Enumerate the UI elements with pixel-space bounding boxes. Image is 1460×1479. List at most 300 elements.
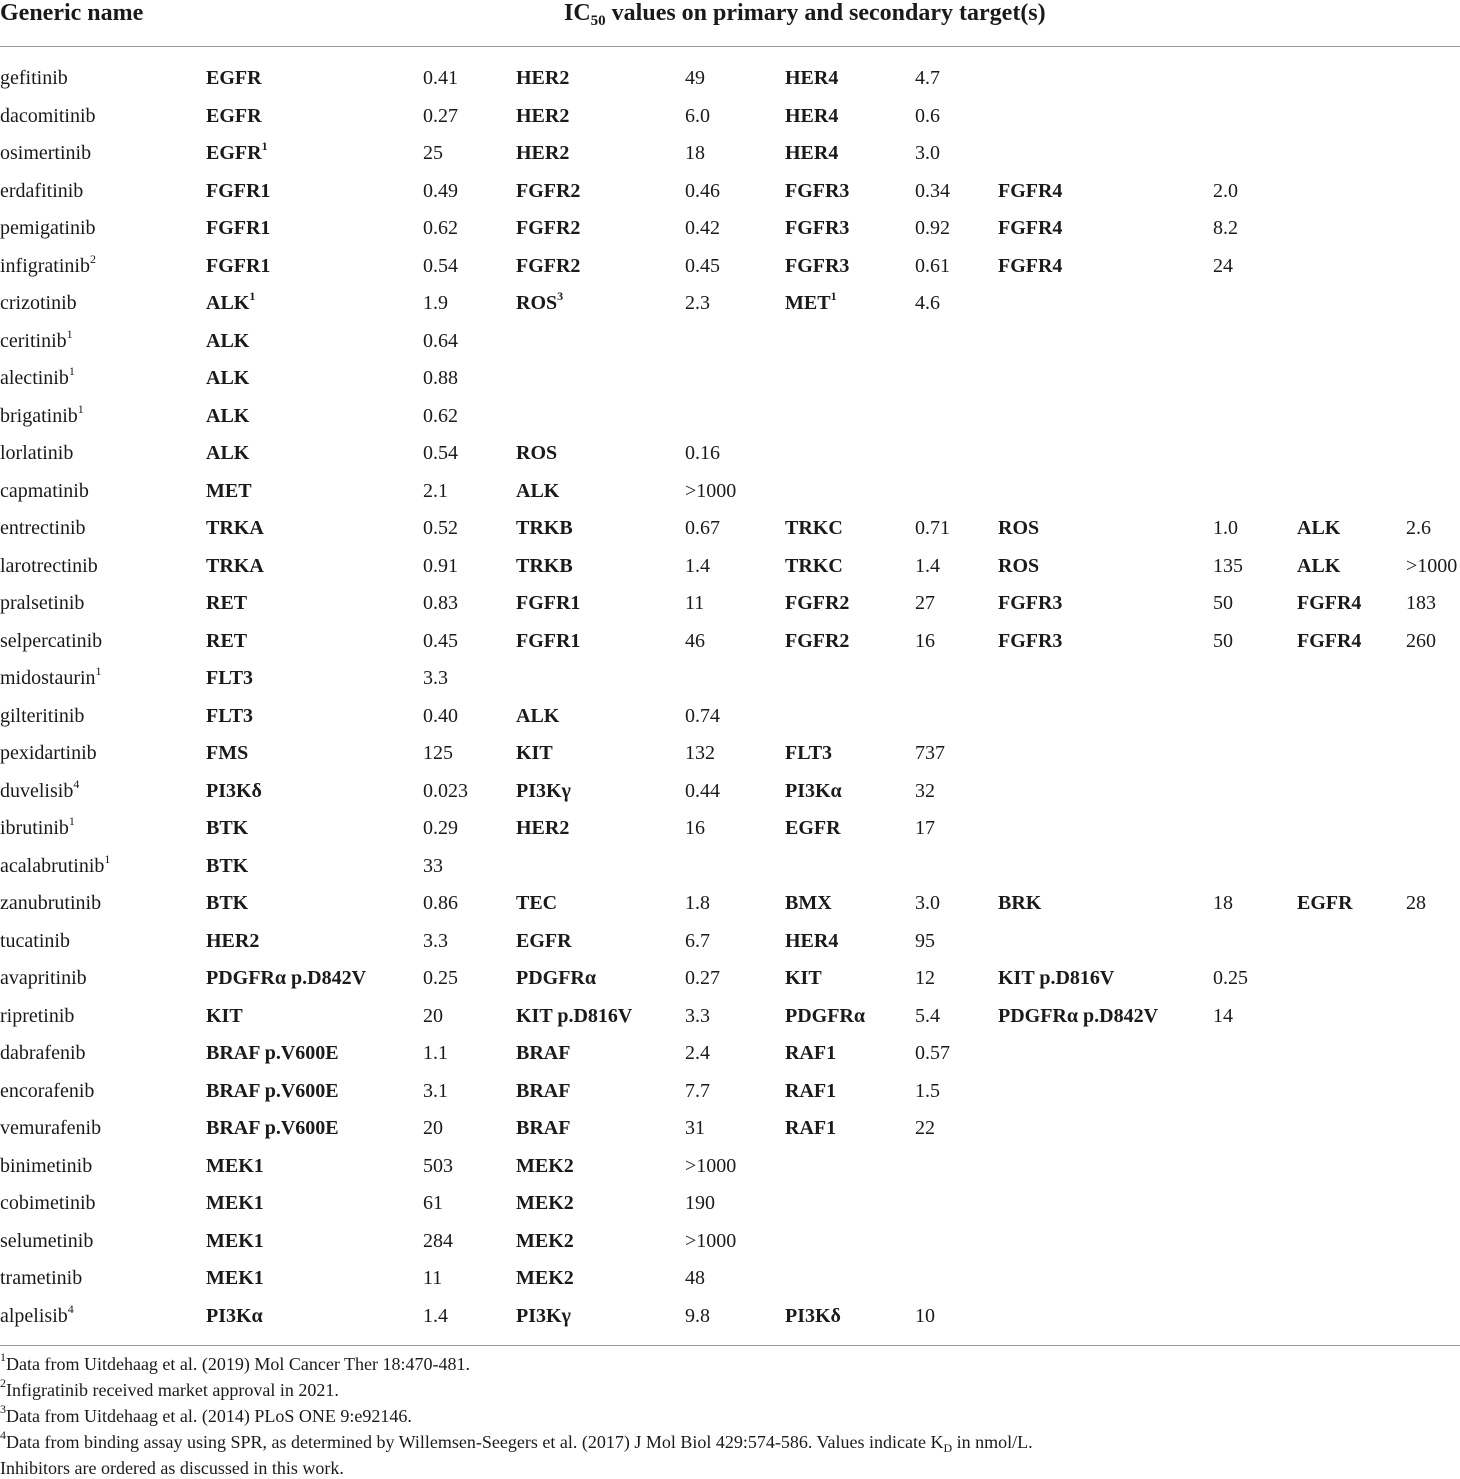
target-name bbox=[516, 778, 571, 804]
drug-generic-name bbox=[0, 703, 84, 729]
table-row bbox=[0, 1190, 1460, 1227]
target-name-text: ROS bbox=[516, 292, 558, 314]
table-row bbox=[0, 740, 1460, 777]
target-name bbox=[516, 590, 580, 616]
target-name bbox=[516, 965, 596, 991]
target-name-text: RAF1 bbox=[785, 1079, 837, 1102]
ic50-value: 33 bbox=[423, 854, 443, 877]
target-name bbox=[206, 253, 270, 279]
drug-name-text: selpercatinib bbox=[0, 629, 103, 652]
target-name-text: FGFR3 bbox=[998, 629, 1063, 652]
footnote-marker: 1 bbox=[77, 401, 84, 416]
ic50-value: 135 bbox=[1213, 554, 1243, 577]
target-name bbox=[516, 215, 580, 241]
drug-name-text: trametinib bbox=[0, 1267, 83, 1289]
ic50-value: 20 bbox=[423, 1004, 443, 1027]
target-name-text: BRK bbox=[998, 892, 1042, 914]
target-name bbox=[206, 1190, 264, 1216]
ic50-value: 6.7 bbox=[685, 929, 710, 952]
target-name bbox=[206, 1303, 263, 1329]
ic50-value: 284 bbox=[423, 1229, 453, 1252]
ic50-value: 46 bbox=[685, 629, 705, 652]
drug-name-text: pralsetinib bbox=[0, 592, 85, 614]
target-name-text: FGFR4 bbox=[998, 217, 1063, 239]
ic50-value: 0.34 bbox=[915, 179, 950, 202]
target-name-text: ALK bbox=[516, 479, 560, 502]
target-name bbox=[206, 1265, 264, 1291]
table-row bbox=[0, 890, 1460, 927]
target-name-text: EGFR bbox=[516, 929, 572, 952]
target-name-text: PI3Kα bbox=[206, 1304, 263, 1327]
ic50-value: 1.5 bbox=[915, 1079, 940, 1102]
target-name-text: TEC bbox=[516, 892, 558, 914]
table-row bbox=[0, 1003, 1460, 1040]
table-row bbox=[0, 365, 1460, 402]
target-name bbox=[785, 103, 838, 129]
footnote-marker: 1 bbox=[66, 326, 73, 341]
target-name bbox=[516, 515, 573, 541]
target-name bbox=[785, 178, 849, 204]
ic50-value: 0.41 bbox=[423, 67, 458, 89]
drug-name-text: selumetinib bbox=[0, 1229, 94, 1252]
table-row bbox=[0, 140, 1460, 177]
ic50-value: 11 bbox=[685, 592, 705, 614]
drug-name-text: cobimetinib bbox=[0, 1192, 96, 1214]
target-name-text: BRAF p.V600E bbox=[206, 1079, 339, 1102]
table-row bbox=[0, 65, 1460, 102]
ic50-value: 32 bbox=[915, 779, 935, 802]
ic50-value: 27 bbox=[915, 592, 935, 614]
target-name-text: ALK bbox=[206, 329, 250, 352]
drug-name-text: alpelisib bbox=[0, 1304, 68, 1327]
table-row bbox=[0, 703, 1460, 740]
ic50-value: 0.6 bbox=[915, 104, 940, 127]
target-name bbox=[785, 740, 832, 766]
footer-rule bbox=[0, 1345, 1460, 1346]
footnote-tail: in nmol/L. bbox=[952, 1432, 1033, 1452]
target-name bbox=[516, 103, 569, 129]
target-name-text: FGFR2 bbox=[516, 254, 581, 277]
ic50-value: 2.3 bbox=[685, 292, 710, 314]
ic50-value: 49 bbox=[685, 67, 705, 89]
ic50-value: 1.4 bbox=[423, 1304, 448, 1327]
target-name-text: HER4 bbox=[785, 142, 839, 164]
ic50-value: 3.1 bbox=[423, 1079, 448, 1102]
target-name-text: RAF1 bbox=[785, 1117, 837, 1139]
ic50-value: 12 bbox=[915, 967, 935, 989]
footnote bbox=[0, 1350, 471, 1375]
target-name-text: FLT3 bbox=[206, 667, 254, 689]
target-name-text: EGFR bbox=[206, 104, 262, 127]
drug-generic-name bbox=[0, 1265, 82, 1291]
drug-generic-name bbox=[0, 253, 96, 279]
target-name bbox=[516, 1078, 570, 1104]
ic50-value: 14 bbox=[1213, 1004, 1233, 1027]
table-row bbox=[0, 665, 1460, 702]
drug-generic-name bbox=[0, 890, 101, 916]
table-row bbox=[0, 1078, 1460, 1115]
target-name bbox=[785, 140, 838, 166]
ic50-value: 0.29 bbox=[423, 817, 458, 839]
ic50-value: 132 bbox=[685, 742, 715, 764]
header-ic50-values bbox=[564, 0, 1046, 27]
target-name-text: PDGFRα bbox=[785, 1004, 866, 1027]
target-name-text: KIT bbox=[516, 742, 553, 764]
footnote-marker: 1 bbox=[830, 289, 837, 303]
target-name-text: FGFR4 bbox=[998, 254, 1063, 277]
target-name bbox=[516, 290, 563, 316]
ic50-value: 260 bbox=[1406, 629, 1436, 652]
ic50-value: >1000 bbox=[685, 1154, 737, 1177]
target-name-text: TRKB bbox=[516, 517, 573, 539]
target-name bbox=[785, 65, 838, 91]
drug-name-text: gefitinib bbox=[0, 67, 68, 89]
target-name-text: KIT p.D816V bbox=[516, 1004, 633, 1027]
footnote-text: Data from Uitdehaag et al. (2014) PLoS ONE 9:e92146. bbox=[6, 1406, 412, 1426]
target-name-text: KIT p.D816V bbox=[998, 967, 1115, 989]
ic50-value: 0.27 bbox=[685, 967, 720, 989]
ic50-value: 95 bbox=[915, 929, 935, 952]
target-name-text: BMX bbox=[785, 892, 832, 914]
ic50-value: 0.46 bbox=[685, 179, 720, 202]
drug-generic-name bbox=[0, 1303, 74, 1329]
drug-generic-name bbox=[0, 1190, 96, 1216]
drug-generic-name bbox=[0, 290, 77, 316]
header-rule bbox=[0, 46, 1460, 47]
target-name-text: FGFR3 bbox=[785, 179, 850, 202]
target-name-text: MET bbox=[785, 292, 831, 314]
drug-name-text: crizotinib bbox=[0, 292, 77, 314]
drug-name-text: ibrutinib bbox=[0, 817, 69, 839]
drug-name-text: infigratinib bbox=[0, 254, 90, 277]
footnote-marker: 1 bbox=[95, 664, 102, 678]
drug-name-text: tucatinib bbox=[0, 929, 70, 952]
footnote-marker: 4 bbox=[67, 1301, 74, 1316]
target-name-text: RET bbox=[206, 592, 248, 614]
ic50-value: 5.4 bbox=[915, 1004, 940, 1027]
drug-generic-name bbox=[0, 403, 84, 429]
ic50-value: >1000 bbox=[685, 479, 737, 502]
target-name bbox=[785, 1040, 836, 1066]
target-name-text: FGFR2 bbox=[785, 592, 850, 614]
target-name-text: MEK1 bbox=[206, 1229, 264, 1252]
footnote-text: Data from binding assay using SPR, as determined by Willemsen-Seegers et al. (2017) J Mol Biol 429:574-586. Values indicate K bbox=[6, 1432, 944, 1452]
footnote-number: 1 bbox=[0, 1350, 6, 1364]
ic50-value: 0.45 bbox=[423, 629, 458, 652]
target-name bbox=[206, 140, 268, 166]
table-row bbox=[0, 928, 1460, 965]
ic50-value: 7.7 bbox=[685, 1079, 710, 1102]
footnote bbox=[0, 1428, 1033, 1455]
target-name-text: KIT bbox=[785, 967, 822, 989]
target-name bbox=[206, 665, 253, 691]
drug-name-text: capmatinib bbox=[0, 479, 89, 502]
header-ic-rest: values on primary and secondary target(s) bbox=[605, 0, 1046, 26]
ic50-value: 18 bbox=[685, 142, 705, 164]
target-name-text: HER4 bbox=[785, 104, 839, 127]
target-name bbox=[206, 1040, 339, 1066]
target-name-text: RAF1 bbox=[785, 1042, 837, 1064]
drug-generic-name bbox=[0, 515, 86, 541]
ic50-value: 18 bbox=[1213, 892, 1233, 914]
target-name-text: FGFR3 bbox=[785, 217, 850, 239]
footnote-marker: 1 bbox=[68, 364, 75, 378]
target-name bbox=[998, 515, 1039, 541]
target-name-text: BTK bbox=[206, 854, 249, 877]
table-row bbox=[0, 965, 1460, 1002]
drug-generic-name bbox=[0, 965, 87, 991]
target-name bbox=[1297, 890, 1353, 916]
table-row bbox=[0, 403, 1460, 440]
target-name-text: MEK2 bbox=[516, 1267, 574, 1289]
target-name bbox=[785, 890, 832, 916]
target-name-text: HER2 bbox=[516, 67, 570, 89]
target-name-text: ALK bbox=[1297, 554, 1341, 577]
target-name-text: ALK bbox=[206, 442, 250, 464]
ic50-value: 0.52 bbox=[423, 517, 458, 539]
target-name bbox=[206, 403, 249, 429]
table-row bbox=[0, 628, 1460, 665]
footnote-text: Data from Uitdehaag et al. (2019) Mol Cancer Ther 18:470-481. bbox=[6, 1354, 471, 1374]
drug-generic-name bbox=[0, 853, 110, 879]
drug-generic-name bbox=[0, 140, 91, 166]
target-name-text: FGFR3 bbox=[785, 254, 850, 277]
target-name-text: PDGFRα p.D842V bbox=[998, 1004, 1159, 1027]
target-name-text: PI3Kγ bbox=[516, 779, 571, 802]
ic50-value: 0.91 bbox=[423, 554, 458, 577]
target-name-text: FGFR4 bbox=[1297, 592, 1362, 614]
target-name-text: BRAF p.V600E bbox=[206, 1117, 339, 1139]
header-ic-sub: 50 bbox=[590, 13, 606, 29]
table-row bbox=[0, 1153, 1460, 1190]
target-name-text: TRKA bbox=[206, 554, 264, 577]
ic50-value: 20 bbox=[423, 1117, 443, 1139]
target-name-text: FGFR4 bbox=[1297, 629, 1362, 652]
drug-name-text: vemurafenib bbox=[0, 1117, 102, 1139]
ic50-value: 3.3 bbox=[423, 667, 448, 689]
ic50-value: 1.0 bbox=[1213, 517, 1238, 539]
target-name bbox=[785, 628, 849, 654]
target-name bbox=[206, 65, 262, 91]
drug-name-text: dabrafenib bbox=[0, 1042, 86, 1064]
footnote bbox=[0, 1402, 412, 1427]
table-row bbox=[0, 815, 1460, 852]
ic50-value: >1000 bbox=[1406, 554, 1458, 577]
table-row bbox=[0, 590, 1460, 627]
target-name-text: TRKC bbox=[785, 554, 843, 577]
target-name bbox=[206, 1078, 339, 1104]
target-name bbox=[206, 1228, 264, 1254]
drug-name-text: duvelisib bbox=[0, 779, 74, 802]
drug-name-text: osimertinib bbox=[0, 142, 92, 164]
target-name-text: FGFR2 bbox=[516, 217, 581, 239]
target-name bbox=[206, 815, 248, 841]
target-name-text: FGFR4 bbox=[998, 179, 1063, 202]
target-name bbox=[206, 440, 249, 466]
target-name-text: HER4 bbox=[785, 929, 839, 952]
ic50-value: 16 bbox=[915, 629, 935, 652]
target-name bbox=[516, 1153, 574, 1179]
ic50-value: 3.3 bbox=[685, 1004, 710, 1027]
ic50-value: 0.54 bbox=[423, 442, 458, 464]
ic50-value: 1.1 bbox=[423, 1042, 448, 1064]
target-name-text: ALK bbox=[206, 292, 250, 314]
ic50-value: 0.49 bbox=[423, 179, 458, 202]
drug-name-text: pemigatinib bbox=[0, 217, 96, 239]
ic50-value: 0.71 bbox=[915, 517, 950, 539]
table-row bbox=[0, 553, 1460, 590]
ic50-value: 0.74 bbox=[685, 704, 720, 727]
table-row bbox=[0, 253, 1460, 290]
target-name bbox=[206, 290, 255, 316]
ic50-value: 9.8 bbox=[685, 1304, 710, 1327]
drug-name-text: binimetinib bbox=[0, 1154, 93, 1177]
target-name-text: MEK2 bbox=[516, 1229, 574, 1252]
target-name-text: FGFR1 bbox=[516, 592, 581, 614]
target-name bbox=[206, 328, 249, 354]
target-name bbox=[516, 703, 559, 729]
target-name-text: PI3Kδ bbox=[785, 1304, 841, 1327]
drug-generic-name bbox=[0, 778, 79, 804]
ic50-value: 6.0 bbox=[685, 104, 710, 127]
target-name bbox=[785, 1003, 865, 1029]
target-name-text: FGFR1 bbox=[206, 254, 271, 277]
target-name bbox=[516, 65, 569, 91]
target-name bbox=[516, 740, 553, 766]
target-name bbox=[516, 890, 557, 916]
target-name bbox=[516, 815, 569, 841]
ic50-value: 1.8 bbox=[685, 892, 710, 914]
target-name bbox=[998, 628, 1062, 654]
target-name bbox=[516, 140, 569, 166]
target-name-text: BTK bbox=[206, 892, 249, 914]
ic50-value: 0.16 bbox=[685, 442, 720, 464]
target-name-text: ROS bbox=[516, 442, 558, 464]
ic50-value: 3.0 bbox=[915, 142, 940, 164]
ic50-value: 183 bbox=[1406, 592, 1436, 614]
target-name bbox=[206, 590, 247, 616]
target-name-text: MEK1 bbox=[206, 1154, 264, 1177]
target-name bbox=[785, 1115, 836, 1141]
drug-name-text: alectinib bbox=[0, 367, 69, 389]
target-name-text: FGFR1 bbox=[516, 629, 581, 652]
target-name bbox=[206, 853, 248, 879]
target-name bbox=[516, 440, 557, 466]
target-name-text: MEK1 bbox=[206, 1192, 264, 1214]
footnote-number: 4 bbox=[0, 1428, 6, 1442]
footnote-marker: 1 bbox=[104, 851, 111, 866]
ic50-value: 0.27 bbox=[423, 104, 458, 127]
ic50-value: 16 bbox=[685, 817, 705, 839]
ic50-value: 11 bbox=[423, 1267, 443, 1289]
target-name bbox=[785, 253, 849, 279]
target-name bbox=[516, 553, 573, 579]
target-name-text: TRKA bbox=[206, 517, 264, 539]
drug-generic-name bbox=[0, 553, 98, 579]
target-name bbox=[998, 178, 1062, 204]
table-row bbox=[0, 440, 1460, 477]
drug-name-text: erdafitinib bbox=[0, 179, 84, 202]
ic50-value: 25 bbox=[423, 142, 443, 164]
ic50-value: >1000 bbox=[685, 1229, 737, 1252]
target-name bbox=[998, 965, 1114, 991]
target-name bbox=[1297, 628, 1361, 654]
drug-name-text: encorafenib bbox=[0, 1079, 95, 1102]
drug-name-text: ceritinib bbox=[0, 329, 67, 352]
footnote-number: 2 bbox=[0, 1376, 6, 1390]
target-name bbox=[206, 365, 249, 391]
target-name-text: PDGFRα p.D842V bbox=[206, 967, 367, 989]
target-name bbox=[1297, 590, 1361, 616]
ic50-value: 737 bbox=[915, 742, 945, 764]
target-name-text: BTK bbox=[206, 817, 249, 839]
target-name bbox=[998, 553, 1039, 579]
ic50-value: 0.42 bbox=[685, 217, 720, 239]
target-name bbox=[206, 1115, 339, 1141]
target-name bbox=[516, 1265, 574, 1291]
ic50-value: 0.40 bbox=[423, 704, 458, 727]
footnote-number: 3 bbox=[0, 1402, 6, 1416]
ic50-value: 0.92 bbox=[915, 217, 950, 239]
target-name-text: RET bbox=[206, 629, 248, 652]
target-name bbox=[516, 1115, 570, 1141]
drug-generic-name bbox=[0, 440, 73, 466]
target-name-text: HER2 bbox=[516, 142, 570, 164]
table-row bbox=[0, 515, 1460, 552]
footnote-marker: 3 bbox=[557, 289, 564, 303]
drug-generic-name bbox=[0, 590, 84, 616]
ic50-value: 0.88 bbox=[423, 367, 458, 389]
drug-generic-name bbox=[0, 365, 75, 391]
drug-name-text: lorlatinib bbox=[0, 442, 74, 464]
table-row bbox=[0, 1115, 1460, 1152]
ic50-value: 0.54 bbox=[423, 254, 458, 277]
footnote-subscript: D bbox=[943, 1441, 953, 1455]
target-name bbox=[1297, 553, 1340, 579]
footnote-text: Inhibitors are ordered as discussed in this work. bbox=[0, 1458, 344, 1478]
table-row bbox=[0, 290, 1460, 327]
target-name-text: FGFR3 bbox=[998, 592, 1063, 614]
target-name-text: TRKB bbox=[516, 554, 573, 577]
drug-generic-name bbox=[0, 815, 75, 841]
footnote-marker: 1 bbox=[261, 139, 268, 153]
footnote-text: Infigratinib received market approval in 2021. bbox=[6, 1380, 339, 1400]
ic50-value: 1.9 bbox=[423, 292, 448, 314]
target-name bbox=[206, 178, 270, 204]
footnote-marker: 4 bbox=[73, 776, 80, 791]
ic50-value: 0.64 bbox=[423, 329, 458, 352]
target-name-text: FGFR1 bbox=[206, 179, 271, 202]
table-row bbox=[0, 778, 1460, 815]
drug-name-text: pexidartinib bbox=[0, 742, 97, 764]
target-name-text: EGFR bbox=[785, 817, 841, 839]
drug-generic-name bbox=[0, 478, 89, 504]
drug-generic-name bbox=[0, 1040, 86, 1066]
drug-generic-name bbox=[0, 1228, 93, 1254]
ic50-value: 8.2 bbox=[1213, 217, 1238, 239]
target-name-text: ROS bbox=[998, 517, 1040, 539]
header-ic-prefix: IC bbox=[564, 0, 591, 26]
target-name-text: PI3Kγ bbox=[516, 1304, 571, 1327]
drug-name-text: brigatinib bbox=[0, 404, 78, 427]
target-name bbox=[516, 1303, 571, 1329]
drug-generic-name bbox=[0, 1153, 92, 1179]
target-name bbox=[206, 778, 262, 804]
target-name bbox=[785, 590, 849, 616]
footnote-marker: 1 bbox=[68, 814, 75, 828]
ic50-value: 0.62 bbox=[423, 404, 458, 427]
drug-generic-name bbox=[0, 1078, 94, 1104]
